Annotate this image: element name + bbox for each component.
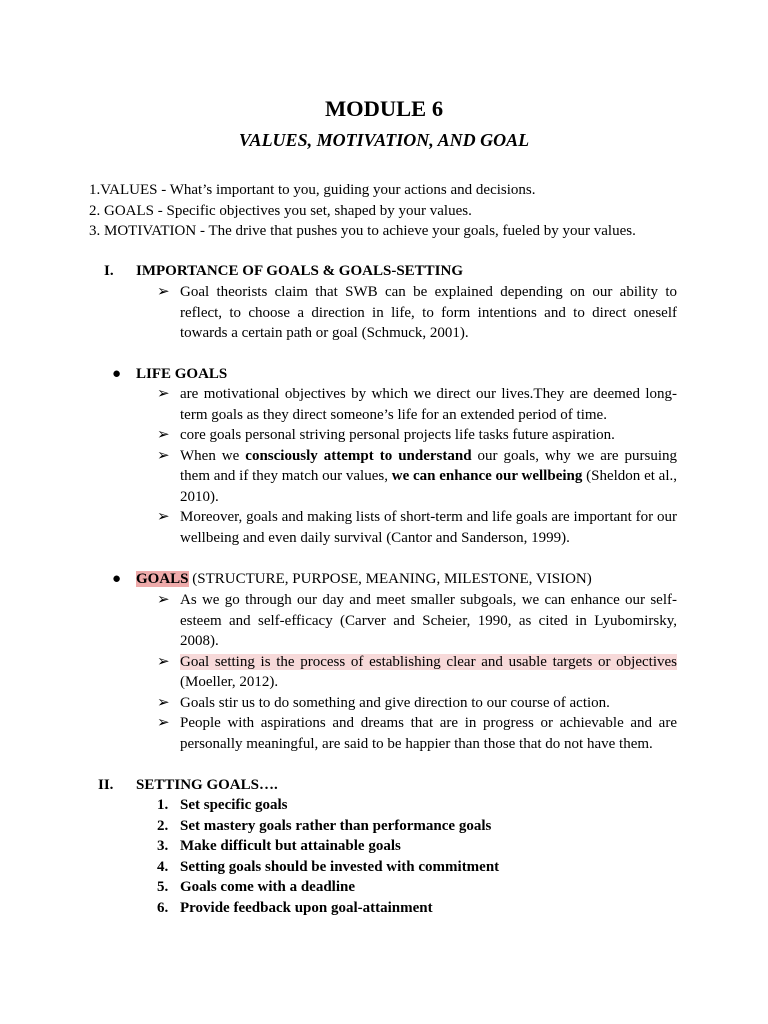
list-item: ➢ As we go through our day and meet smaller subgoals, we can enhance our self-esteem and self-efficacy (Carver and Scheier, 1990, as cited in Lyubomirsky, 2008).	[157, 592, 677, 649]
definition-goals: 2. GOALS - Specific objectives you set, shaped by your values.	[89, 202, 472, 219]
section-1-numeral: I.	[104, 263, 114, 279]
section-1-heading: IMPORTANCE OF GOALS & GOALS-SETTING	[136, 263, 464, 279]
list-item: ➢ When we consciously attempt to understand our goals, why we are pursuing them and if they match our values, we can enhance our wellbeing (Sheldon et al., 2010).	[157, 447, 677, 505]
definition-motivation: 3. MOTIVATION - The drive that pushes you to achieve your goals, fueled by your values.	[89, 223, 636, 239]
page-title: MODULE 6	[324, 96, 444, 121]
arrow-bullet-icon: ➢	[157, 386, 170, 402]
definitions-list	[89, 180, 709, 242]
arrow-bullet-icon: ➢	[157, 694, 170, 711]
bullet-dot-icon: ●	[112, 571, 122, 587]
arrow-bullet-icon: ➢	[157, 427, 170, 443]
arrow-bullet-icon: ➢	[157, 653, 170, 670]
goals-heading: GOALS	[136, 571, 189, 587]
list-item: ➢ Goal theorists claim that SWB can be explained depending on our ability to reflect, to choose a direction in life, to form intentions and to direct oneself towards a certain path or goal (Schmuck, 2001).	[157, 284, 677, 341]
bullet-dot-icon: ●	[112, 366, 122, 382]
section-2-numeral: II.	[98, 777, 114, 793]
list-item: ➢ People with aspirations and dreams that are in progress or achievable and are personally meaningful, are said to be happier than those that do not have them.	[157, 715, 677, 752]
goals-heading-line: GOALS (STRUCTURE, PURPOSE, MEANING, MILESTONE, VISION)	[136, 571, 592, 587]
list-item: 2. Set mastery goals rather than performance goals	[157, 817, 492, 834]
list-item: 1. Set specific goals	[157, 797, 288, 813]
list-item: 6. Provide feedback upon goal-attainment	[157, 899, 433, 916]
list-item: ➢ Moreover, goals and making lists of short-term and life goals are important for our wellbeing and even daily survival (Cantor and Sanderson, 1999).	[157, 509, 677, 546]
list-item: ➢ core goals personal striving personal projects life tasks future aspiration.	[157, 425, 677, 446]
section-1-bullets	[157, 282, 677, 344]
list-item: ➢ Goal setting is the process of establishing clear and usable targets or objectives (Moeller, 2012).	[157, 653, 677, 690]
section-2-heading: SETTING GOALS….	[136, 777, 278, 793]
life-goals-heading: LIFE GOALS	[136, 366, 228, 382]
arrow-bullet-icon: ➢	[157, 447, 170, 464]
arrow-bullet-icon: ➢	[157, 715, 170, 731]
definition-values: 1.VALUES - What’s important to you, guiding your actions and decisions.	[89, 182, 536, 198]
goals-bullets	[157, 590, 677, 754]
list-item: 3. Make difficult but attainable goals	[157, 838, 401, 854]
life-goals-bullets	[157, 384, 677, 548]
highlighted-text: Goal setting is the process of establishing clear and usable targets or objectives	[180, 653, 677, 670]
setting-goals-list	[157, 795, 677, 918]
arrow-bullet-icon: ➢	[157, 592, 170, 608]
arrow-bullet-icon: ➢	[157, 284, 170, 300]
list-item: ➢ Goals stir us to do something and give direction to our course of action.	[157, 693, 677, 714]
list-item: 5. Goals come with a deadline	[157, 879, 355, 895]
list-item: ➢ are motivational objectives by which we direct our lives.They are deemed long-term goals as they direct someone’s life for an extended period of time.	[157, 386, 677, 423]
list-item: 4. Setting goals should be invested with commitment	[157, 858, 500, 875]
arrow-bullet-icon: ➢	[157, 509, 170, 525]
page-subtitle: VALUES, MOTIVATION, AND GOAL	[238, 130, 530, 150]
